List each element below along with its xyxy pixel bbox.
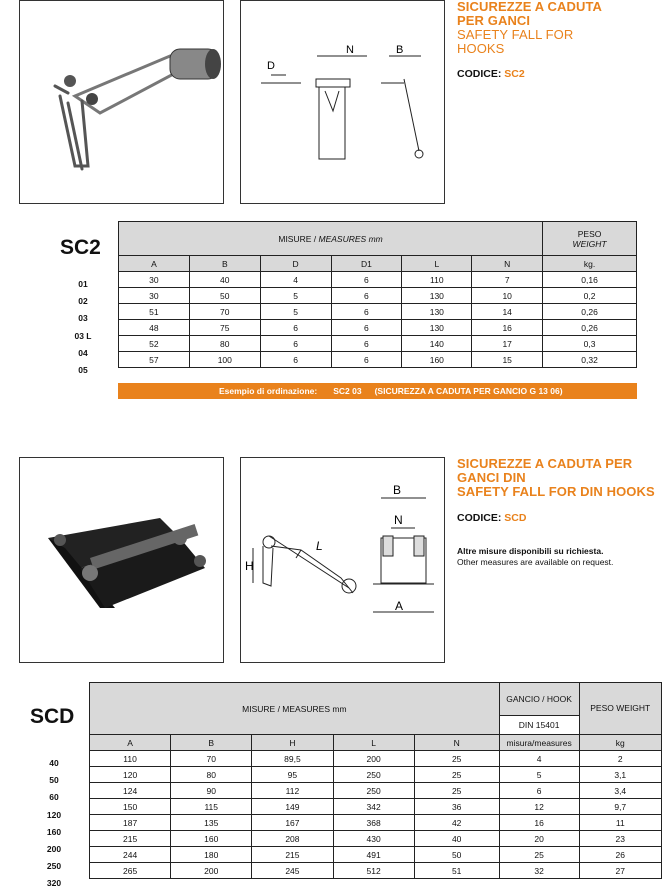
scd-table (89, 682, 662, 879)
table-cell: 342 (333, 799, 414, 815)
scd-column-headers (90, 735, 662, 751)
table-cell: 491 (333, 847, 414, 863)
sc2-col-b: B (189, 256, 260, 272)
table-row (119, 336, 637, 352)
table-cell: 30 (119, 272, 190, 288)
sc2-title-it-2: PER GANCI (457, 13, 531, 28)
table-cell: 130 (402, 304, 472, 320)
table-cell: 4 (260, 272, 331, 288)
row-code: 03 (78, 313, 88, 324)
scd-drawing-label-a: A (395, 599, 404, 613)
sc2-measures-header: MISURE / MEASURES mm (119, 222, 543, 256)
table-cell: 135 (171, 815, 252, 831)
table-cell: 50 (414, 847, 499, 863)
sc2-drawing-label-n: N (346, 44, 354, 56)
table-cell: 6 (331, 352, 402, 368)
table-cell: 6 (331, 288, 402, 304)
table-cell: 180 (171, 847, 252, 863)
table-cell: 17 (472, 336, 543, 352)
scd-drawing-label-l: L (316, 539, 323, 553)
scd-measures-header: MISURE / MEASURES mm (90, 683, 500, 735)
sc2-title-en-1: SAFETY FALL FOR (457, 27, 574, 42)
table-cell: 100 (189, 352, 260, 368)
table-cell: 30 (119, 288, 190, 304)
table-row (90, 783, 662, 799)
row-code: 200 (46, 844, 62, 854)
sc2-col-d: D (260, 256, 331, 272)
scd-photo-image (20, 458, 223, 662)
sc2-codice (457, 68, 525, 80)
scd-photo (19, 457, 224, 663)
table-row (90, 831, 662, 847)
table-cell: 130 (402, 288, 472, 304)
table-cell: 75 (189, 320, 260, 336)
table-cell: 70 (189, 304, 260, 320)
table-cell: 200 (333, 751, 414, 767)
row-code: 50 (49, 775, 59, 786)
table-cell: 6 (331, 336, 402, 352)
table-cell: 215 (252, 847, 333, 863)
sc2-order-code: SC2 03 (333, 386, 362, 396)
table-cell: 250 (333, 783, 414, 799)
table-cell: 10 (472, 288, 543, 304)
scd-col-n: N (414, 735, 499, 751)
table-cell: 150 (90, 799, 171, 815)
table-cell: 14 (472, 304, 543, 320)
table-cell: 51 (414, 863, 499, 879)
table-row (119, 352, 637, 368)
table-cell: 110 (402, 272, 472, 288)
table-cell: 3,4 (579, 783, 661, 799)
scd-note-en: Other measures are available on request. (457, 557, 614, 567)
row-code: 04 (78, 347, 88, 358)
sc2-col-a: A (119, 256, 190, 272)
table-cell: 15 (472, 352, 543, 368)
scd-weight-header: PESO WEIGHT (579, 683, 661, 735)
scd-note-it: Altre misure disponibili su richiesta. (457, 546, 604, 556)
table-cell: 25 (499, 847, 579, 863)
table-cell: 6 (260, 336, 331, 352)
table-cell: 9,7 (579, 799, 661, 815)
sc2-photo-image (20, 1, 223, 203)
table-cell: 95 (252, 767, 333, 783)
table-cell: 6 (260, 320, 331, 336)
sc2-weight-header: PESO WEIGHT (543, 222, 637, 256)
table-cell: 140 (402, 336, 472, 352)
table-cell: 200 (171, 863, 252, 879)
row-code: 120 (46, 809, 62, 820)
sc2-col-d1: D1 (331, 256, 402, 272)
sc2-drawing-image (241, 1, 444, 203)
table-cell: 50 (189, 288, 260, 304)
table-cell: 80 (171, 767, 252, 783)
table-cell: 167 (252, 815, 333, 831)
scd-col-a: A (90, 735, 171, 751)
table-row (90, 767, 662, 783)
table-cell: 57 (119, 352, 190, 368)
scd-codice-label: CODICE: (457, 512, 502, 524)
scd-col-kg: kg (579, 735, 661, 751)
scd-drawing-label-h: H (245, 559, 254, 573)
sc2-col-l: L (402, 256, 472, 272)
table-cell: 89,5 (252, 751, 333, 767)
table-row (119, 272, 637, 288)
table-cell: 25 (414, 767, 499, 783)
table-cell: 7 (472, 272, 543, 288)
table-cell: 215 (90, 831, 171, 847)
table-cell: 90 (171, 783, 252, 799)
table-cell: 6 (331, 272, 402, 288)
scd-note (457, 546, 613, 568)
table-cell: 42 (414, 815, 499, 831)
table-cell: 20 (499, 831, 579, 847)
scd-hook-header: GANCIO / HOOK (499, 683, 579, 716)
table-cell: 160 (171, 831, 252, 847)
table-cell: 6 (499, 783, 579, 799)
table-cell: 0,32 (543, 352, 637, 368)
table-cell: 5 (499, 767, 579, 783)
table-cell: 0,26 (543, 320, 637, 336)
sc2-col-n: N (472, 256, 543, 272)
table-row (90, 847, 662, 863)
table-cell: 5 (260, 304, 331, 320)
table-cell: 26 (579, 847, 661, 863)
row-code: 05 (78, 365, 88, 375)
table-row (119, 320, 637, 336)
table-cell: 2 (579, 751, 661, 767)
scd-col-b: B (171, 735, 252, 751)
table-cell: 124 (90, 783, 171, 799)
sc2-photo (19, 0, 224, 204)
table-cell: 40 (189, 272, 260, 288)
table-cell: 0,16 (543, 272, 637, 288)
table-cell: 250 (333, 767, 414, 783)
table-cell: 244 (90, 847, 171, 863)
sc2-order-example (118, 383, 637, 399)
table-cell: 16 (472, 320, 543, 336)
table-cell: 80 (189, 336, 260, 352)
sc2-title-en-2: HOOKS (457, 41, 505, 56)
scd-col-hook-measure: misura/measures (499, 735, 579, 751)
row-code: 03 L (74, 330, 92, 341)
table-cell: 187 (90, 815, 171, 831)
table-cell: 36 (414, 799, 499, 815)
row-code: 02 (78, 296, 88, 307)
table-cell: 5 (260, 288, 331, 304)
table-cell: 110 (90, 751, 171, 767)
sc2-order-label: Esempio di ordinazione: (219, 386, 318, 396)
table-cell: 48 (119, 320, 190, 336)
table-cell: 51 (119, 304, 190, 320)
sc2-title (457, 0, 602, 56)
scd-title-it-1: SICUREZZE A CADUTA PER (457, 456, 633, 471)
table-cell: 4 (499, 751, 579, 767)
row-code: 250 (46, 861, 62, 872)
table-cell: 32 (499, 863, 579, 879)
sc2-column-headers (119, 256, 637, 272)
table-cell: 368 (333, 815, 414, 831)
table-cell: 70 (171, 751, 252, 767)
table-cell: 23 (579, 831, 661, 847)
scd-drawing-label-n: N (394, 513, 403, 527)
table-row (90, 799, 662, 815)
table-cell: 112 (252, 783, 333, 799)
table-cell: 245 (252, 863, 333, 879)
sc2-drawing (240, 0, 445, 204)
sc2-drawing-label-b: B (396, 44, 404, 56)
scd-drawing (240, 457, 445, 663)
table-row (90, 863, 662, 879)
scd-name: SCD (30, 705, 75, 728)
sc2-drawing-label-d: D (267, 60, 275, 72)
scd-drawing-label-b: B (393, 483, 402, 497)
sc2-table (118, 221, 637, 368)
table-cell: 265 (90, 863, 171, 879)
scd-title-it-2: GANCI DIN (457, 470, 526, 485)
row-code: 40 (49, 758, 59, 768)
sc2-codice-label: CODICE: (457, 68, 502, 80)
table-row (119, 304, 637, 320)
table-cell: 25 (414, 751, 499, 767)
scd-col-h: H (252, 735, 333, 751)
table-cell: 11 (579, 815, 661, 831)
table-cell: 0,3 (543, 336, 637, 352)
table-cell: 430 (333, 831, 414, 847)
sc2-col-kg: kg. (543, 256, 637, 272)
scd-codice-value: SCD (504, 512, 527, 524)
row-code: 60 (49, 792, 59, 803)
table-cell: 208 (252, 831, 333, 847)
scd-din-header: DIN 15401 (499, 716, 579, 735)
sc2-title-it-1: SICUREZZE A CADUTA (457, 0, 603, 14)
table-cell: 120 (90, 767, 171, 783)
table-cell: 6 (331, 304, 402, 320)
table-row (119, 288, 637, 304)
table-cell: 3,1 (579, 767, 661, 783)
row-code: 320 (46, 878, 62, 889)
scd-title-en-1: SAFETY FALL FOR DIN HOOKS (457, 484, 655, 499)
table-cell: 6 (331, 320, 402, 336)
table-row (90, 815, 662, 831)
table-cell: 25 (414, 783, 499, 799)
table-cell: 16 (499, 815, 579, 831)
scd-codice (457, 512, 526, 524)
row-code: 01 (78, 279, 88, 289)
table-cell: 40 (414, 831, 499, 847)
table-cell: 0,26 (543, 304, 637, 320)
table-cell: 12 (499, 799, 579, 815)
scd-drawing-image (241, 458, 444, 662)
sc2-order-desc: (SICUREZZA A CADUTA PER GANCIO G 13 06) (374, 386, 563, 396)
table-cell: 52 (119, 336, 190, 352)
table-cell: 6 (260, 352, 331, 368)
row-code: 160 (46, 826, 62, 837)
table-cell: 27 (579, 863, 661, 879)
table-cell: 115 (171, 799, 252, 815)
table-row (90, 751, 662, 767)
scd-title (457, 457, 655, 499)
sc2-name: SC2 (60, 236, 101, 259)
table-cell: 130 (402, 320, 472, 336)
table-cell: 149 (252, 799, 333, 815)
scd-col-l: L (333, 735, 414, 751)
table-cell: 0,2 (543, 288, 637, 304)
table-cell: 512 (333, 863, 414, 879)
table-cell: 160 (402, 352, 472, 368)
sc2-codice-value: SC2 (504, 68, 525, 80)
